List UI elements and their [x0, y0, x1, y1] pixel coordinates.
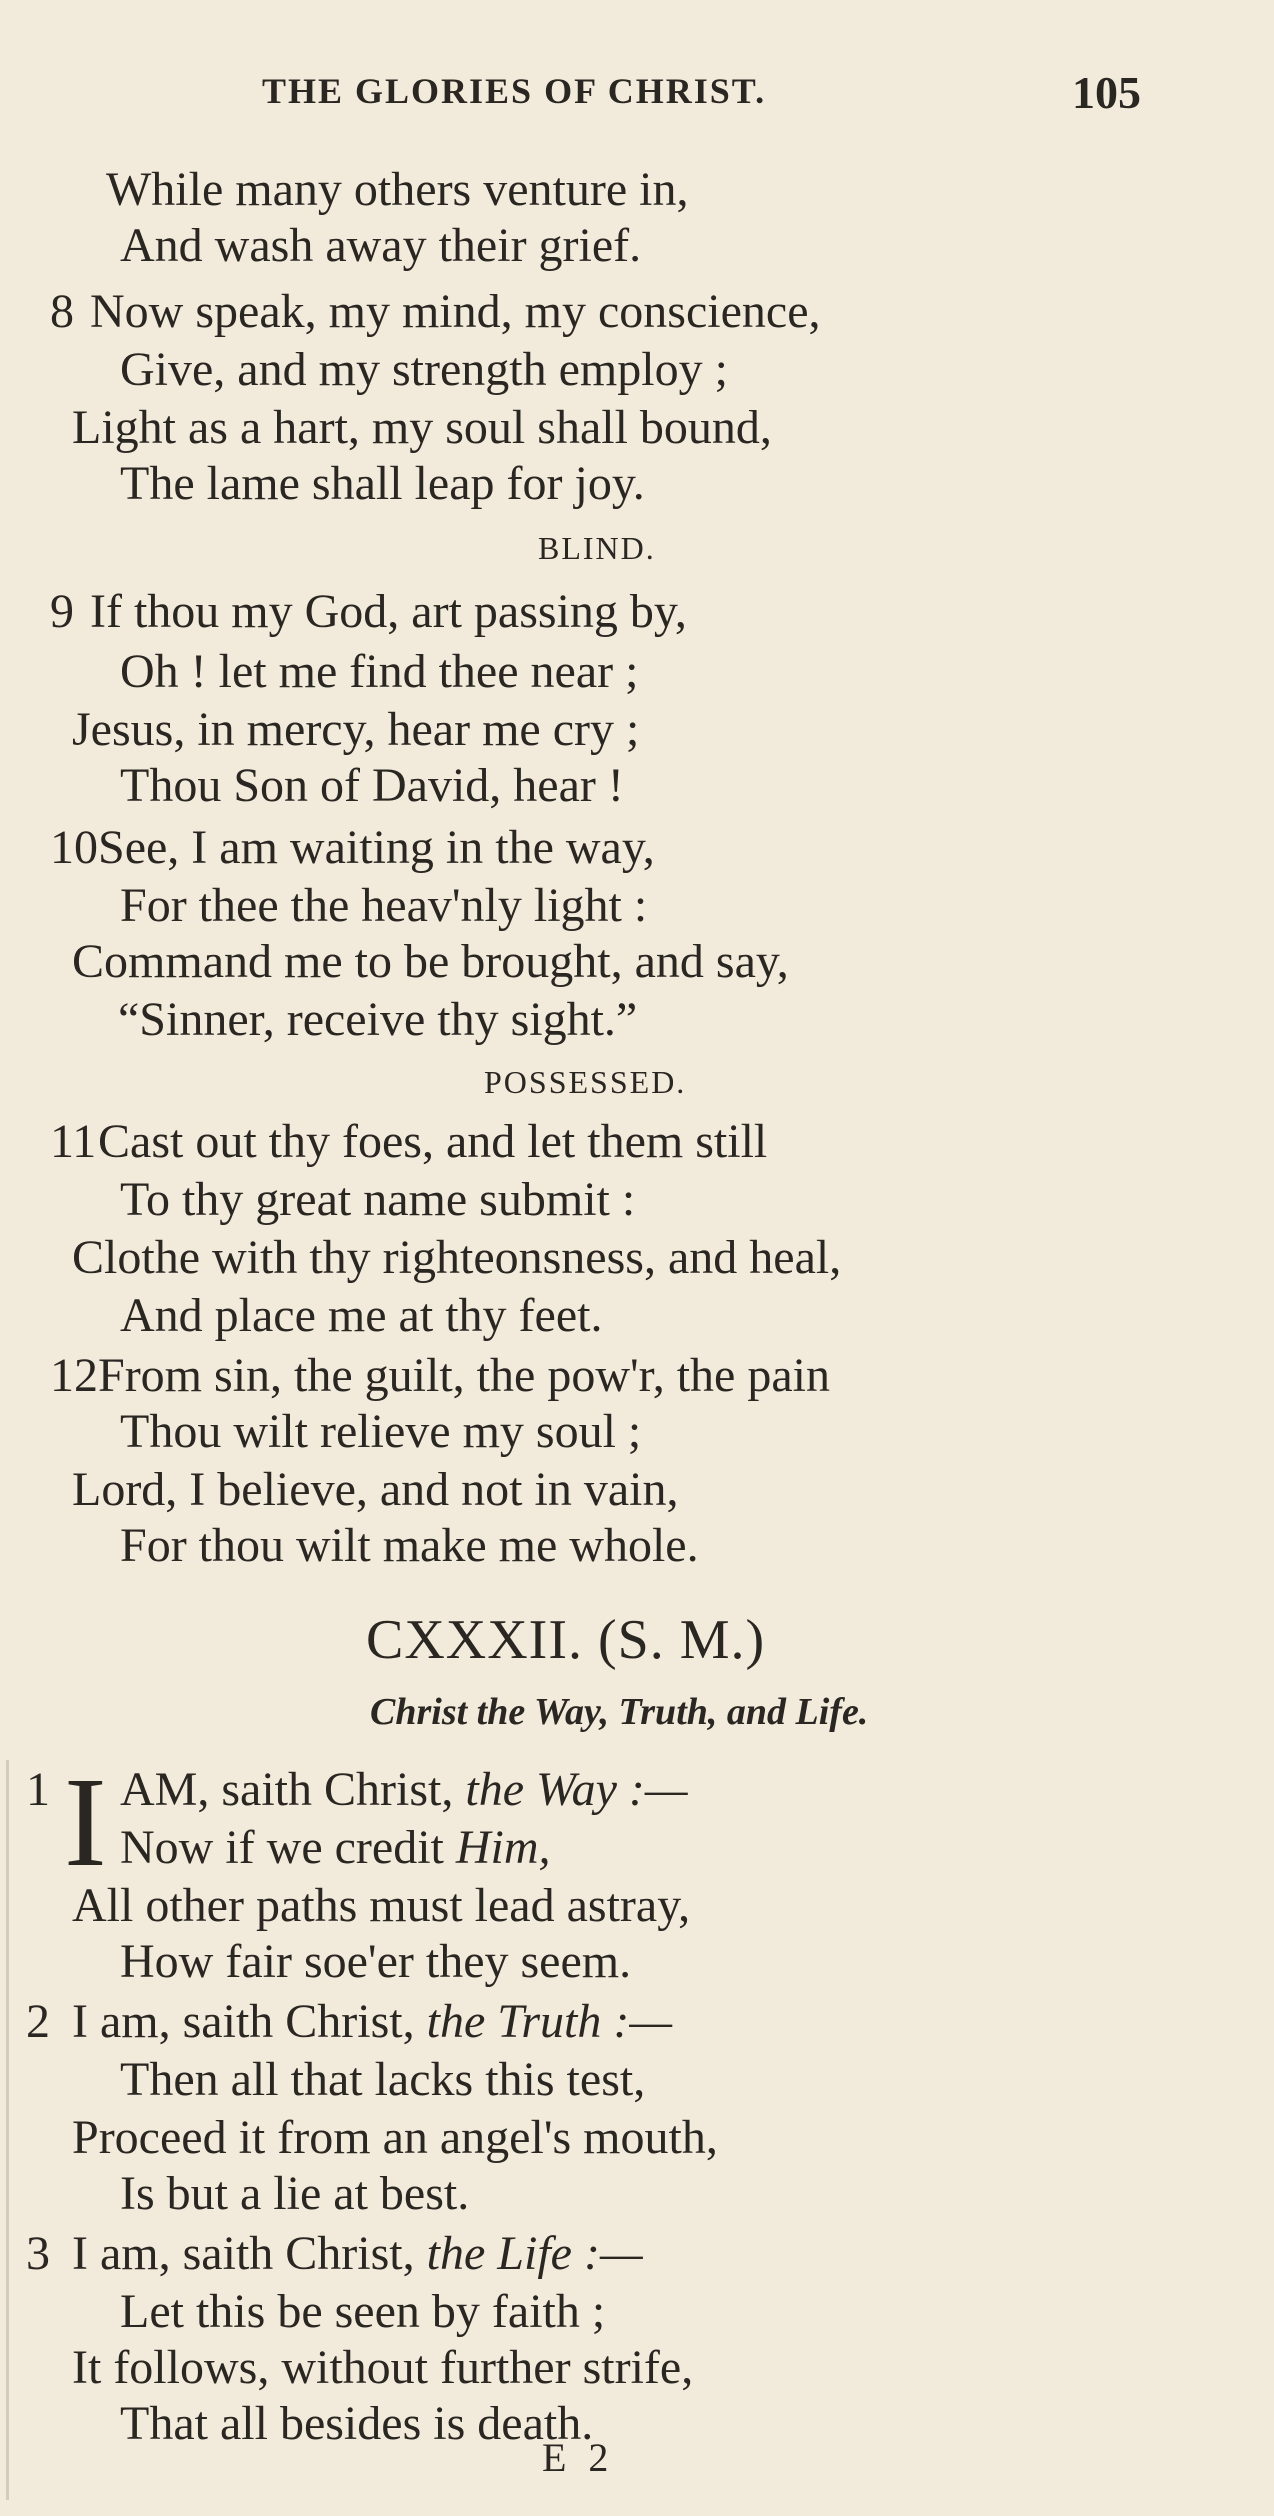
- verse-line: Proceed it from an angel's mouth,: [72, 2111, 718, 2164]
- verse-line: I am, saith Christ, the Life :—: [72, 2227, 643, 2280]
- section-heading-blind: BLIND.: [538, 530, 656, 566]
- verse-line: I am, saith Christ, the Truth :—: [72, 1995, 673, 2048]
- verse-line: That all besides is death.: [120, 2397, 594, 2450]
- verse-line: Cast out thy foes, and let them still: [98, 1115, 768, 1168]
- verse-line: For thee the heav'nly light :: [120, 879, 648, 932]
- margin-shadow: [6, 1760, 9, 2500]
- page-number: 105: [1072, 67, 1141, 118]
- verse-line: Lord, I believe, and not in vain,: [72, 1463, 679, 1516]
- hymn-subtitle: Christ the Way, Truth, and Life.: [370, 1691, 869, 1733]
- verse-line: Light as a hart, my soul shall bound,: [72, 401, 772, 454]
- verse-line: And place me at thy feet.: [120, 1289, 603, 1342]
- signature-mark: E 2: [542, 2435, 615, 2480]
- verse-line: Then all that lacks this test,: [120, 2053, 646, 2106]
- stanza-number: 2: [26, 1995, 50, 2048]
- verse-line: Give, and my strength employ ;: [120, 343, 728, 396]
- verse-line: Thou Son of David, hear !: [120, 759, 624, 812]
- verse-line: All other paths must lead astray,: [72, 1879, 691, 1932]
- stanza-number: 12: [50, 1349, 98, 1402]
- verse-line: Oh ! let me find thee near ;: [120, 645, 639, 698]
- verse-line: “Sinner, receive thy sight.”: [118, 993, 638, 1046]
- stanza-number: 3: [26, 2227, 50, 2280]
- hymn-title: CXXXII. (S. M.): [366, 1609, 766, 1671]
- verse-line: Command me to be brought, and say,: [72, 935, 789, 988]
- verse-line: Now if we credit Him,: [120, 1821, 551, 1874]
- verse-line: For thou wilt make me whole.: [120, 1519, 699, 1572]
- verse-line: Is but a lie at best.: [120, 2167, 470, 2220]
- running-title: THE GLORIES OF CHRIST.: [262, 71, 767, 111]
- stanza-number: 1: [26, 1763, 50, 1816]
- verse-line: Thou wilt relieve my soul ;: [120, 1405, 642, 1458]
- verse-line: Let this be seen by faith ;: [120, 2285, 606, 2338]
- stanza-number: 8: [50, 285, 74, 338]
- stanza-number: 10: [50, 821, 98, 874]
- verse-line: How fair soe'er they seem.: [120, 1935, 632, 1988]
- verse-line: While many others venture in,: [106, 163, 689, 216]
- stanza-number: 9: [50, 585, 74, 638]
- verse-line: If thou my God, art passing by,: [90, 585, 687, 638]
- verse-line: Now speak, my mind, my conscience,: [90, 285, 821, 338]
- section-heading-possessed: POSSESSED.: [484, 1064, 687, 1100]
- verse-line: To thy great name submit :: [120, 1173, 636, 1226]
- stanza-number: 11: [50, 1115, 97, 1168]
- verse-line: And wash away their grief.: [120, 219, 642, 272]
- verse-line: It follows, without further strife,: [72, 2341, 694, 2394]
- verse-line: See, I am waiting in the way,: [98, 821, 655, 874]
- verse-line: The lame shall leap for joy.: [120, 457, 645, 510]
- verse-line: Jesus, in mercy, hear me cry ;: [72, 703, 640, 756]
- verse-line: From sin, the guilt, the pow'r, the pain: [98, 1349, 830, 1402]
- verse-line: Clothe with thy righteonsness, and heal,: [72, 1231, 842, 1284]
- drop-cap: I: [64, 1751, 107, 1893]
- verse-line: AM, saith Christ, the Way :—: [120, 1763, 688, 1816]
